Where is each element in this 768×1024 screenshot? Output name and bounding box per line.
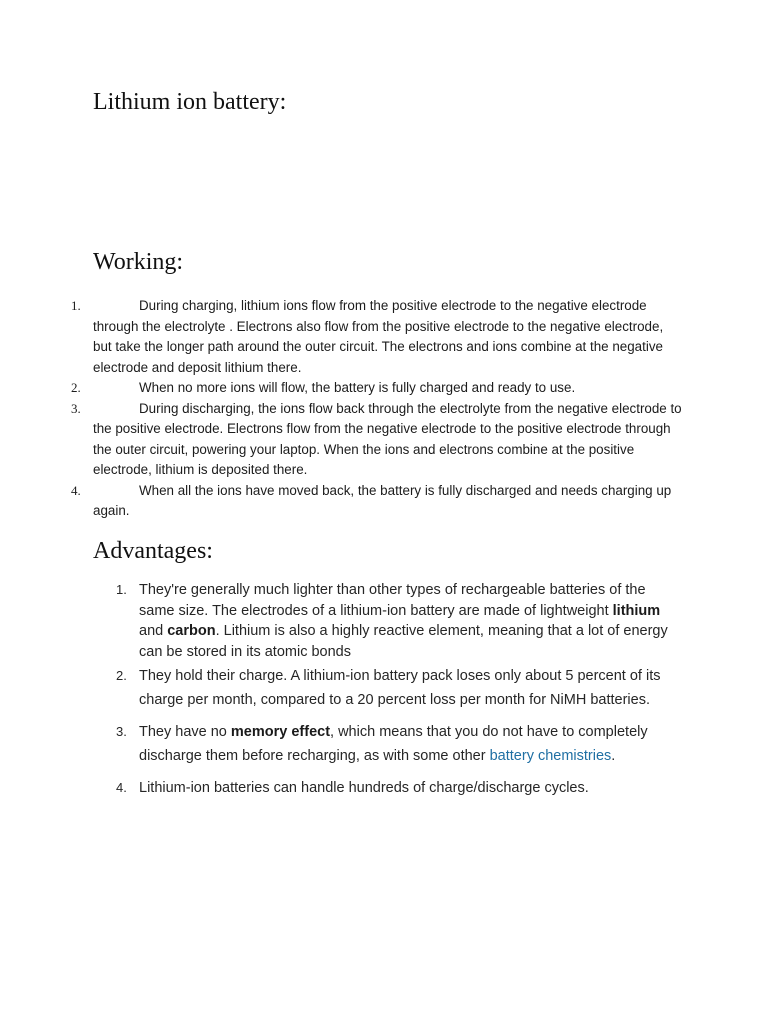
- list-number: 3.: [116, 724, 127, 739]
- list-item: [71, 481, 683, 522]
- list-item-text: During discharging, the ions flow back through the electrolyte from the negative electrode to the positive electrode. Electrons flow from the negative electrode to the positive electrode through the outer circuit, powering your laptop. When the ions and electrons combine at the positive electrode, lithium is deposited there.: [93, 400, 682, 477]
- list-item-text: They hold their charge. A lithium-ion battery pack loses only about 5 percent of its charge per month, compared to a 20 percent loss per month for NiMH batteries.: [139, 668, 661, 708]
- list-item: [116, 776, 669, 800]
- list-number: 1.: [71, 298, 81, 313]
- advantages-list: [116, 580, 669, 800]
- list-item: [71, 296, 683, 378]
- list-number: 1.: [116, 582, 127, 597]
- working-heading: Working:: [93, 249, 184, 275]
- list-item: [116, 580, 669, 662]
- list-number: 2.: [71, 380, 81, 395]
- list-item-text: , which means that you do not have to completely discharge them before recharging, as with some other: [139, 724, 648, 764]
- bold-term: carbon: [167, 623, 216, 639]
- list-item-text: .: [611, 748, 616, 764]
- list-item-text: and: [139, 623, 168, 639]
- page-title: Lithium ion battery:: [93, 89, 287, 115]
- list-number: 4.: [116, 780, 127, 795]
- bold-term: lithium: [612, 602, 661, 619]
- bold-term: memory effect: [230, 724, 331, 740]
- list-item: [71, 399, 683, 481]
- list-item: [116, 664, 669, 712]
- list-number: 4.: [71, 482, 81, 498]
- working-list: [71, 296, 683, 522]
- list-item-text: When no more ions will flow, the battery is fully charged and ready to use.: [139, 380, 576, 395]
- list-item-text: Lithium-ion batteries can handle hundreds of charge/discharge cycles.: [139, 780, 589, 796]
- list-item-text: They're generally much lighter than other types of rechargeable batteries of the same size. The electrodes of a lithium-ion battery are made of lightweight: [139, 582, 646, 619]
- list-number: 2.: [116, 668, 127, 683]
- list-number: 3.: [71, 400, 81, 416]
- advantages-heading: Advantages:: [93, 538, 213, 564]
- list-item: [116, 720, 669, 768]
- list-item-text: . Lithium is also a highly reactive element, meaning that a lot of energy can be stored in its atomic bonds: [139, 623, 668, 660]
- list-item-text: During charging, lithium ions flow from the positive electrode to the negative electrode through the electrolyte . Electrons also flow from the positive electrode to the negative electrode, but take the longer path around the outer circuit. The electrons and ions combine at the negative electrode and deposit lithium there.: [93, 298, 664, 375]
- list-item: [71, 378, 683, 399]
- list-item-text: When all the ions have moved back, the battery is fully discharged and needs charging up again.: [93, 482, 672, 518]
- battery-chemistries-link[interactable]: battery chemistries: [489, 748, 612, 764]
- list-item-text: They have no: [139, 724, 231, 740]
